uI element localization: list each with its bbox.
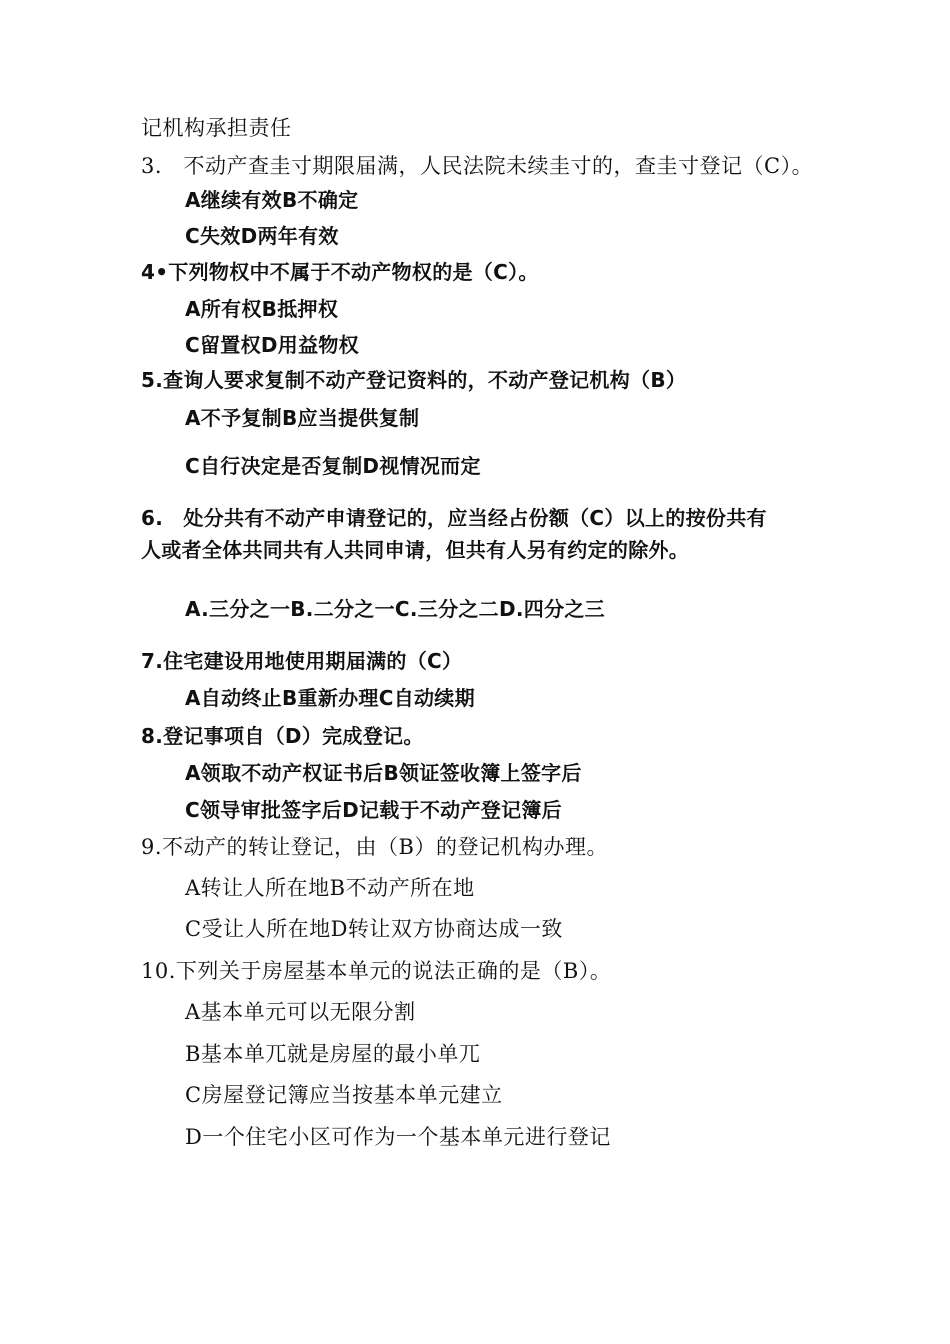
text-line-continuation: 记机构承担责任 — [141, 116, 292, 140]
question-9: 9.不动产的转让登记，由（B）的登记机构办理。 — [141, 835, 608, 859]
question-4-options-cd: C留置权D用益物权 — [185, 333, 359, 357]
question-10: 10.下列关于房屋基本单元的说法正确的是（B）。 — [141, 959, 612, 983]
question-8-options-cd: C领导审批签字后D记载于不动产登记簿后 — [185, 798, 562, 822]
question-3-options-ab: A继续有效B不确定 — [185, 188, 359, 212]
question-7: 7.住宅建设用地使用期届满的（C） — [141, 649, 463, 673]
question-10-option-c: C房屋登记簿应当按基本单元建立 — [185, 1083, 503, 1107]
question-10-option-a: A基本单元可以无限分割 — [185, 1000, 416, 1024]
question-3: 3. 不动产查圭寸期限届满，人民法院未续圭寸的，查圭寸登记（C）。 — [141, 154, 814, 178]
question-9-options-cd: C受让人所在地D转让双方协商达成一致 — [185, 917, 563, 941]
question-6-options: A.三分之一B.二分之一C.三分之二D.四分之三 — [185, 597, 605, 621]
question-6-continued: 人或者全体共同共有人共同申请，但共有人另有约定的除外。 — [141, 538, 690, 562]
question-9-options-ab: A转让人所在地B不动产所在地 — [185, 876, 475, 900]
question-8-options-ab: A领取不动产权证书后B领证签收簿上签字后 — [185, 761, 582, 785]
question-5-options-cd: C自行决定是否复制D视情况而定 — [185, 454, 481, 478]
question-8: 8.登记事项自（D）完成登记。 — [141, 724, 424, 748]
question-4: 4•下列物权中不属于不动产物权的是（C）。 — [141, 260, 539, 284]
question-10-option-d: D一个住宅小区可作为一个基本单元进行登记 — [185, 1125, 611, 1149]
question-3-options-cd: C失效D两年有效 — [185, 224, 339, 248]
question-7-options: A自动终止B重新办理C自动续期 — [185, 686, 475, 710]
question-10-option-b: B基本单兀就是房屋的最小单兀 — [185, 1042, 481, 1066]
question-4-options-ab: A所有权B抵押权 — [185, 297, 339, 321]
question-5: 5.查询人要求复制不动产登记资料的，不动产登记机构（B） — [141, 368, 687, 392]
question-6: 6. 处分共有不动产申请登记的，应当经占份额（C）以上的按份共有 — [141, 506, 767, 530]
question-5-options-ab: A不予复制B应当提供复制 — [185, 406, 420, 430]
